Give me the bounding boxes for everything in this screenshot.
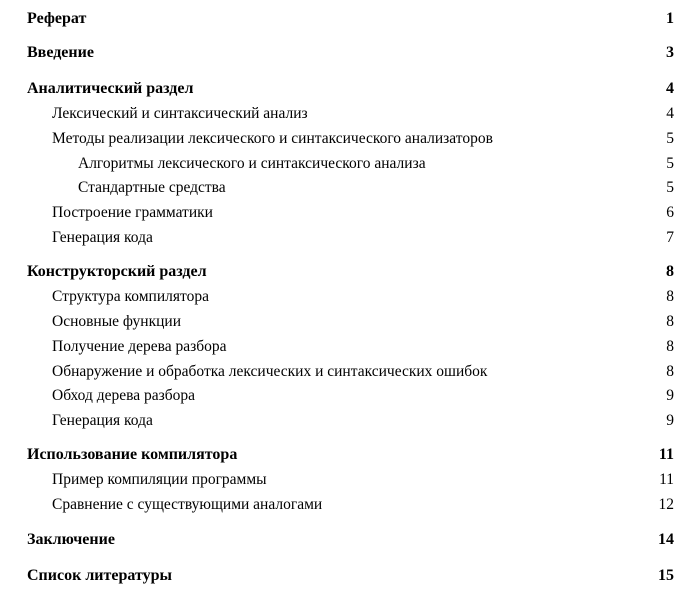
toc-entry-page: 5: [666, 130, 674, 147]
toc-entry-title: Аналитический раздел: [27, 80, 194, 97]
toc-entry-title: Генерация кода: [52, 412, 153, 429]
toc-entry-code-generation-2[interactable]: [0, 411, 695, 435]
toc-entry-title: Конструкторский раздел: [27, 263, 207, 280]
toc-entry-title: Лексический и синтаксический анализ: [52, 105, 308, 122]
toc-entry-parse-tree[interactable]: [0, 337, 695, 361]
toc-entry-conclusion[interactable]: [0, 530, 695, 554]
toc-entry-implementation-methods[interactable]: [0, 129, 695, 153]
toc-entry-references[interactable]: [0, 566, 695, 590]
toc-entry-title: Введение: [27, 44, 94, 61]
toc-entry-analytical-section[interactable]: [0, 79, 695, 103]
toc-entry-page: 8: [666, 288, 674, 305]
toc-entry-page: 11: [659, 471, 674, 488]
toc-entry-grammar-construction[interactable]: [0, 203, 695, 227]
toc-entry-page: 6: [666, 204, 674, 221]
toc-entry-title: Сравнение с существующими аналогами: [52, 496, 323, 513]
toc-entry-page: 14: [658, 531, 674, 548]
toc-entry-title: Генерация кода: [52, 229, 153, 246]
toc-entry-page: 15: [658, 567, 674, 584]
toc-entry-page: 5: [666, 179, 674, 196]
toc-entry-page: 8: [666, 313, 674, 330]
toc-entry-title: Методы реализации лексического и синтаксического анализаторов: [52, 130, 493, 147]
toc-entry-page: 9: [666, 387, 674, 404]
toc-entry-page: 11: [658, 446, 674, 463]
toc-entry-title: Основные функции: [52, 313, 182, 330]
toc-entry-title: Использование компилятора: [27, 446, 238, 463]
toc-entry-introduction[interactable]: [0, 43, 695, 67]
toc-entry-title: Алгоритмы лексического и синтаксического анализа: [78, 155, 426, 172]
toc-entry-page: 8: [666, 363, 674, 380]
toc-entry-compiler-usage[interactable]: [0, 445, 695, 469]
toc-entry-page: 8: [666, 338, 674, 355]
toc-entry-title: Список литературы: [27, 567, 172, 584]
toc-entry-page: 5: [666, 155, 674, 172]
toc-entry-page: 3: [666, 44, 674, 61]
toc-entry-title: Пример компиляции программы: [52, 471, 267, 488]
toc-entry-page: 4: [666, 80, 674, 97]
toc-entry-compiler-structure[interactable]: [0, 287, 695, 311]
toc-entry-page: 8: [666, 263, 674, 280]
toc-entry-compilation-example[interactable]: [0, 470, 695, 494]
toc-entry-title: Структура компилятора: [52, 288, 209, 305]
toc-entry-title: Обход дерева разбора: [52, 387, 195, 404]
toc-entry-title: Получение дерева разбора: [52, 338, 227, 355]
toc-entry-standard-tools[interactable]: [0, 178, 695, 202]
toc-entry-analysis-algorithms[interactable]: [0, 154, 695, 178]
toc-entry-title: Реферат: [27, 10, 87, 27]
toc-entry-page: 4: [666, 105, 674, 122]
toc-entry-code-generation[interactable]: [0, 228, 695, 252]
toc-entry-main-functions[interactable]: [0, 312, 695, 336]
toc-entry-page: 1: [666, 10, 674, 27]
toc-entry-title: Заключение: [27, 531, 115, 548]
toc-entry-tree-traversal[interactable]: [0, 386, 695, 410]
toc-entry-lexical-syntax-analysis[interactable]: [0, 104, 695, 128]
toc-entry-title: Стандартные средства: [78, 179, 226, 196]
toc-entry-page: 7: [666, 229, 674, 246]
toc-entry-title: Обнаружение и обработка лексических и синтаксических ошибок: [52, 363, 488, 380]
toc-entry-error-handling[interactable]: [0, 362, 695, 386]
toc-entry-abstract[interactable]: [0, 9, 695, 33]
toc-entry-title: Построение грамматики: [52, 204, 213, 221]
toc-entry-design-section[interactable]: [0, 262, 695, 286]
toc-entry-page: 9: [666, 412, 674, 429]
toc-entry-comparison[interactable]: [0, 495, 695, 519]
toc-entry-page: 12: [658, 496, 674, 513]
